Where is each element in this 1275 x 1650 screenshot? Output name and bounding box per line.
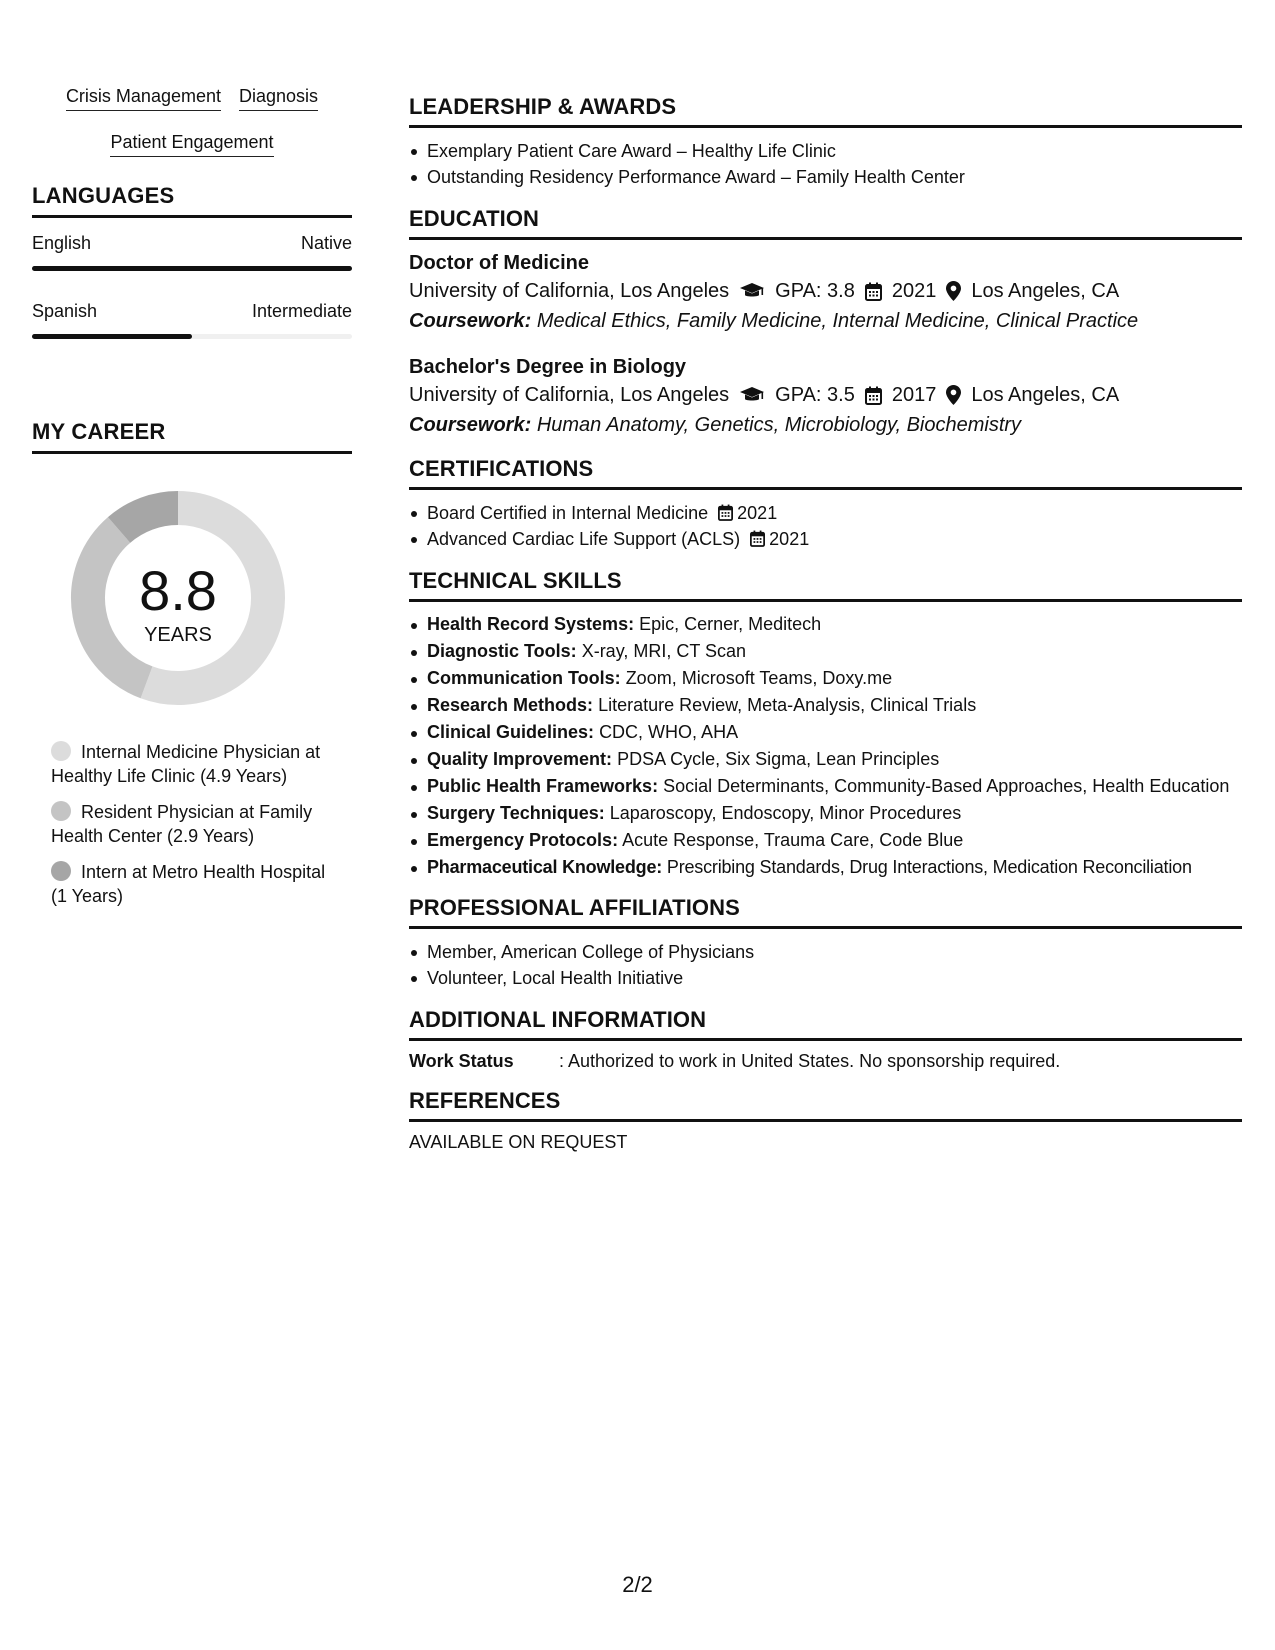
coursework xyxy=(409,306,1242,336)
skill-values: Literature Review, Meta-Analysis, Clinical Trials xyxy=(598,695,977,715)
education-entry xyxy=(409,354,1242,440)
language-level-bar xyxy=(32,334,352,339)
skill-tag: Diagnosis xyxy=(239,84,318,111)
education-meta xyxy=(409,380,1242,410)
skill-tags xyxy=(32,84,352,157)
skill-category: Health Record Systems: xyxy=(427,614,635,634)
skill-values: Zoom, Microsoft Teams, Doxy.me xyxy=(625,668,893,688)
certification-name: Board Certified in Internal Medicine xyxy=(427,503,709,523)
skill-values: Social Determinants, Community-Based Approaches, Health Education xyxy=(663,776,1230,796)
calendar-icon xyxy=(718,500,733,526)
graduation-year: 2021 xyxy=(891,280,937,302)
language-english xyxy=(32,233,352,271)
languages-heading: LANGUAGES xyxy=(32,183,352,218)
legend-dot xyxy=(51,801,71,821)
education-section xyxy=(409,206,1242,440)
section-heading: CERTIFICATIONS xyxy=(409,456,1242,490)
list-item xyxy=(409,666,1242,690)
location: Los Angeles, CA xyxy=(971,384,1120,406)
skill-values: CDC, WHO, AHA xyxy=(599,722,739,742)
skill-category: Clinical Guidelines: xyxy=(427,722,595,742)
degree-title: Bachelor's Degree in Biology xyxy=(409,356,687,378)
language-spanish xyxy=(32,301,352,339)
list-item: Member, American College of Physicians xyxy=(409,939,1242,965)
skill-category: Public Health Frameworks: xyxy=(427,776,659,796)
section-heading: LEADERSHIP & AWARDS xyxy=(409,94,1242,128)
list-item: Outstanding Residency Performance Award – Family Health Center xyxy=(409,164,1242,190)
donut-segment xyxy=(119,508,178,530)
technical-skills-section xyxy=(409,568,1242,879)
page-number: 2/2 xyxy=(622,1572,653,1597)
skill-values: PDSA Cycle, Six Sigma, Lean Principles xyxy=(617,749,940,769)
gpa: GPA: 3.8 xyxy=(775,280,855,302)
career-unit: YEARS xyxy=(144,624,212,646)
references-section xyxy=(409,1088,1242,1153)
skill-tag: Patient Engagement xyxy=(110,130,273,157)
skill-values: Epic, Cerner, Meditech xyxy=(639,614,822,634)
skill-category: Diagnostic Tools: xyxy=(427,641,577,661)
language-level-fill xyxy=(32,334,192,339)
language-level-bar xyxy=(32,266,352,271)
coursework-list: Human Anatomy, Genetics, Microbiology, Biochemistry xyxy=(536,414,1022,436)
skill-category: Surgery Techniques: xyxy=(427,803,605,823)
list-item xyxy=(409,828,1242,852)
calendar-icon xyxy=(865,386,882,405)
coursework xyxy=(409,410,1242,440)
skill-category: Emergency Protocols: xyxy=(427,830,619,850)
legend-dot xyxy=(51,741,71,761)
language-level: Native xyxy=(300,233,352,253)
section-heading: REFERENCES xyxy=(409,1088,1242,1122)
list-item: Volunteer, Local Health Initiative xyxy=(409,965,1242,991)
list-item xyxy=(409,612,1242,636)
legend-label: Internal Medicine Physician at Healthy Life Clinic (4.9 Years) xyxy=(51,742,321,786)
school-name: University of California, Los Angeles xyxy=(409,384,730,406)
list-item xyxy=(409,855,1242,879)
coursework-label: Coursework: xyxy=(409,310,532,332)
school-name: University of California, Los Angeles xyxy=(409,280,730,302)
skill-values: Acute Response, Trauma Care, Code Blue xyxy=(622,830,964,850)
legend-label: Intern at Metro Health Hospital (1 Years) xyxy=(51,862,326,906)
skill-values: X-ray, MRI, CT Scan xyxy=(581,641,747,661)
certifications-section xyxy=(409,456,1242,552)
list-item xyxy=(409,639,1242,663)
list-item xyxy=(409,774,1242,798)
legend-item xyxy=(51,740,332,788)
career-heading: MY CAREER xyxy=(32,419,352,454)
work-status-row xyxy=(409,1051,1242,1072)
map-pin-icon xyxy=(946,385,961,405)
skill-category: Communication Tools: xyxy=(427,668,621,688)
education-meta xyxy=(409,276,1242,306)
section-heading: EDUCATION xyxy=(409,206,1242,240)
calendar-icon xyxy=(750,526,765,552)
certification-name: Advanced Cardiac Life Support (ACLS) xyxy=(427,529,741,549)
additional-info-section xyxy=(409,1007,1242,1072)
skill-category: Pharmaceutical Knowledge: xyxy=(427,857,663,877)
career-legend xyxy=(32,740,332,908)
degree-title: Doctor of Medicine xyxy=(409,252,590,274)
main-content xyxy=(409,94,1242,1169)
sidebar xyxy=(32,84,352,920)
graduation-year: 2017 xyxy=(891,384,937,406)
list-item xyxy=(409,720,1242,744)
calendar-icon xyxy=(865,282,882,301)
certification-year: 2021 xyxy=(737,503,778,523)
legend-item xyxy=(51,860,332,908)
work-status-key: Work Status xyxy=(409,1051,514,1071)
map-pin-icon xyxy=(946,281,961,301)
language-name: English xyxy=(32,233,92,253)
legend-item xyxy=(51,800,332,848)
references-text: AVAILABLE ON REQUEST xyxy=(409,1132,628,1152)
work-status-value: : Authorized to work in United States. No sponsorship required. xyxy=(559,1051,1061,1071)
list-item xyxy=(409,526,1242,552)
section-heading: ADDITIONAL INFORMATION xyxy=(409,1007,1242,1041)
leadership-section xyxy=(409,94,1242,190)
location: Los Angeles, CA xyxy=(971,280,1120,302)
gpa: GPA: 3.5 xyxy=(775,384,855,406)
list-item xyxy=(409,747,1242,771)
certification-year: 2021 xyxy=(769,529,810,549)
skill-category: Research Methods: xyxy=(427,695,594,715)
list-item xyxy=(409,693,1242,717)
affiliations-section xyxy=(409,895,1242,991)
list-item xyxy=(409,801,1242,825)
language-level: Intermediate xyxy=(251,301,352,321)
coursework-list: Medical Ethics, Family Medicine, Internal Medicine, Clinical Practice xyxy=(536,310,1139,332)
graduation-cap-icon xyxy=(739,282,765,300)
legend-label: Resident Physician at Family Health Center (2.9 Years) xyxy=(51,802,313,846)
coursework-label: Coursework: xyxy=(409,414,532,436)
section-heading: TECHNICAL SKILLS xyxy=(409,568,1242,602)
legend-dot xyxy=(51,861,71,881)
skill-category: Quality Improvement: xyxy=(427,749,613,769)
section-heading: PROFESSIONAL AFFILIATIONS xyxy=(409,895,1242,929)
career-donut xyxy=(32,486,352,726)
education-entry xyxy=(409,250,1242,336)
language-level-fill xyxy=(32,266,352,271)
graduation-cap-icon xyxy=(739,386,765,404)
list-item: Exemplary Patient Care Award – Healthy Life Clinic xyxy=(409,138,1242,164)
list-item xyxy=(409,500,1242,526)
skill-tag: Crisis Management xyxy=(66,84,221,111)
skill-values: Laparoscopy, Endoscopy, Minor Procedures xyxy=(609,803,962,823)
skill-values: Prescribing Standards, Drug Interactions, Medication Reconciliation xyxy=(666,857,1192,877)
career-total: 8.8 xyxy=(139,559,217,622)
language-name: Spanish xyxy=(32,301,98,321)
